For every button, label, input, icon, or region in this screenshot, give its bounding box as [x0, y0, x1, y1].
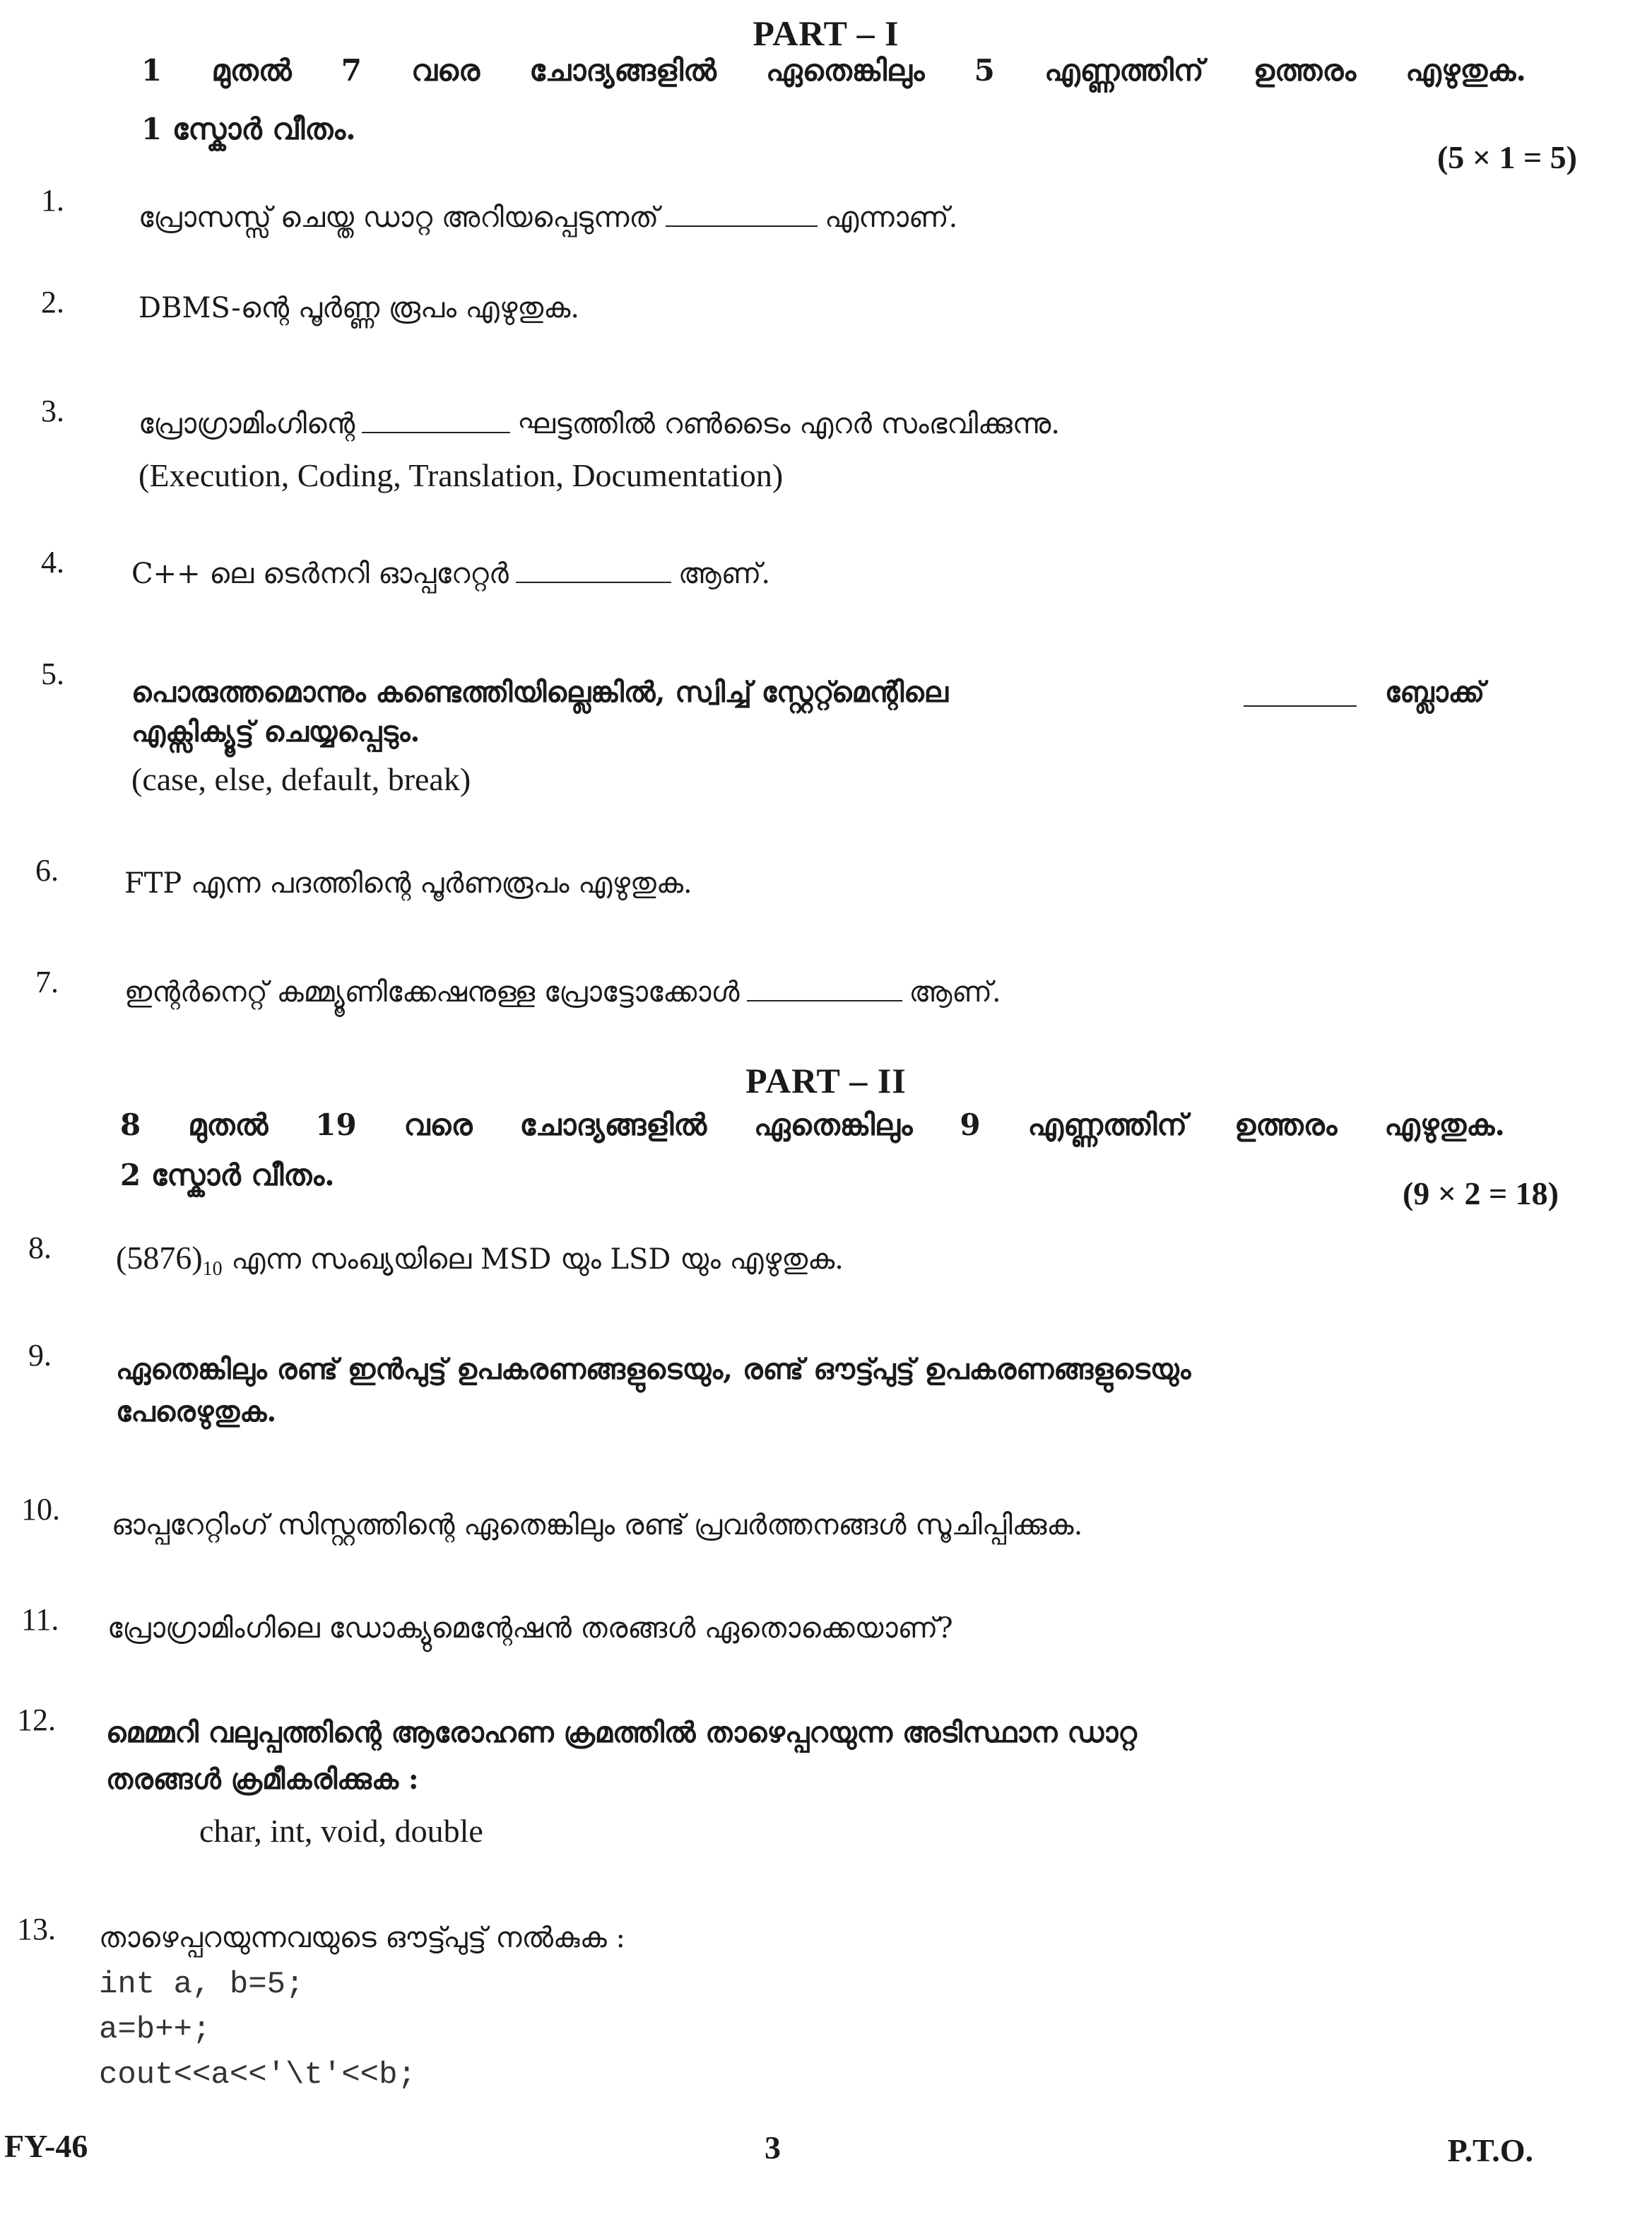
question-5-continuation: എക്സിക്യൂട്ട് ചെയ്യപ്പെടും.: [131, 715, 420, 748]
question-number: 6.: [35, 853, 59, 888]
number-value: (5876): [116, 1240, 203, 1276]
question-7-suffix: ആണ്.: [909, 976, 1001, 1009]
question-number: 11.: [21, 1602, 59, 1637]
please-turn-over: P.T.O.: [1447, 2132, 1533, 2168]
question-number: 7.: [35, 965, 59, 999]
part-1-marks: (5 × 1 = 5): [1436, 139, 1577, 175]
answer-blank: [362, 406, 510, 433]
question-3-text: പ്രോഗ്രാമിംഗിന്റെ: [138, 408, 355, 440]
question-4: [131, 550, 770, 598]
question-3: [138, 400, 1060, 448]
part-1-title: PART – I: [753, 13, 899, 53]
part-2-title: PART – II: [745, 1061, 907, 1100]
question-number: 1.: [41, 183, 64, 218]
question-number: 3.: [41, 394, 64, 428]
code-line: cout<<a<<'\t'<<b;: [99, 2057, 416, 2093]
question-6-text: FTP എന്ന പദത്തിന്റെ പൂർണരൂപം എഴുതുക.: [124, 867, 692, 900]
question-5-options: (case, else, default, break): [131, 761, 471, 797]
question-13-text: താഴെപ്പറയുന്നവയുടെ ഔട്ട്പുട്ട് നൽകുക :: [99, 1922, 625, 1954]
question-2-text: DBMS-ന്റെ പൂർണ്ണ രൂപം എഴുതുക.: [138, 292, 580, 324]
answer-blank: [666, 200, 818, 227]
question-1-text: പ്രോസസ്സ് ചെയ്ത ഡാറ്റ അറിയപ്പെടുന്നത്: [138, 201, 659, 234]
question-number: 2.: [41, 285, 64, 319]
question-1: [138, 194, 957, 242]
part-1-score-note: 1 സ്കോർ വീതം.: [141, 112, 356, 146]
number-base: 10: [202, 1258, 223, 1280]
paper-code: FY-46: [4, 2128, 88, 2164]
part-2-score-note: 2 സ്കോർ വീതം.: [120, 1158, 335, 1192]
question-9-continuation: പേരെഴുതുക.: [116, 1395, 277, 1428]
question-number: 5.: [41, 657, 64, 691]
page-number: 3: [765, 2129, 781, 2165]
question-5-text: പൊരുത്തമൊന്നും കണ്ടെത്തിയില്ലെങ്കിൽ, സ്വിച്ച് സ്റ്റേറ്റ്മെന്റിലെ: [131, 676, 948, 709]
question-number: 13.: [17, 1912, 56, 1946]
data-types-list: char, int, void, double: [199, 1813, 483, 1849]
question-9-text: ഏതെങ്കിലും രണ്ട് ഇൻപുട്ട് ഉപകരണങ്ങളുടെയും, രണ്ട് ഔട്ട്പുട്ട് ഉപകരണങ്ങളുടെയും: [116, 1353, 1191, 1386]
question-11-text: പ്രോഗ്രാമിംഗിലെ ഡോക്യുമെന്റേഷൻ തരങ്ങൾ ഏതൊക്കെയാണ്?: [107, 1612, 953, 1645]
question-number: 9.: [28, 1338, 52, 1373]
question-number: 10.: [21, 1492, 60, 1527]
question-number: 4.: [41, 545, 64, 580]
answer-blank: [747, 975, 902, 1001]
question-number: 12.: [17, 1703, 56, 1737]
code-line: int a, b=5;: [99, 1967, 305, 2002]
question-8: [116, 1234, 844, 1293]
question-3-suffix: ഘട്ടത്തിൽ റൺടൈം എറർ സംഭവിക്കുന്നു.: [517, 408, 1061, 440]
question-8-text: എന്ന സംഖ്യയിലെ MSD യും LSD യും എഴുതുക.: [231, 1243, 844, 1276]
question-number: 8.: [28, 1230, 52, 1265]
question-5-suffix: ബ്ലോക്ക്: [1385, 676, 1485, 709]
question-4-text: C++ ലെ ടെർനറി ഓപ്പറേറ്റർ: [131, 558, 509, 590]
answer-blank: [1244, 705, 1357, 707]
question-12-text: മെമ്മറി വലുപ്പത്തിന്റെ ആരോഹണ ക്രമത്തിൽ താഴെപ്പറയുന്ന അടിസ്ഥാന ഡാറ്റ: [106, 1716, 1137, 1749]
question-3-options: (Execution, Coding, Translation, Documentation): [138, 457, 784, 493]
question-4-suffix: ആണ്.: [678, 558, 771, 590]
part-2-marks: (9 × 2 = 18): [1402, 1175, 1559, 1211]
question-7-text: ഇന്റർനെറ്റ് കമ്മ്യൂണിക്കേഷനുള്ള പ്രോട്ടോക്കോൾ: [124, 976, 740, 1009]
part-1-instruction: 1 മുതൽ 7 വരെ ചോദ്യങ്ങളിൽ ഏതെങ്കിലും 5 എണ്ണത്തിന് ഉത്തരം എഴുതുക.: [141, 53, 1526, 88]
question-1-suffix: എന്നാണ്.: [825, 201, 958, 234]
question-10-text: ഓപ്പറേറ്റിംഗ് സിസ്റ്റത്തിന്റെ ഏതെങ്കിലും രണ്ട് പ്രവർത്തനങ്ങൾ സൂചിപ്പിക്കുക.: [112, 1509, 1083, 1541]
question-12-continuation: തരങ്ങൾ ക്രമീകരിക്കുക :: [106, 1763, 419, 1796]
question-7: [124, 968, 1001, 1016]
answer-blank: [516, 556, 671, 583]
part-2-instruction: 8 മുതൽ 19 വരെ ചോദ്യങ്ങളിൽ ഏതെങ്കിലും 9 എണ്ണത്തിന് ഉത്തരം എഴുതുക.: [120, 1107, 1505, 1142]
code-line: a=b++;: [99, 2012, 211, 2047]
